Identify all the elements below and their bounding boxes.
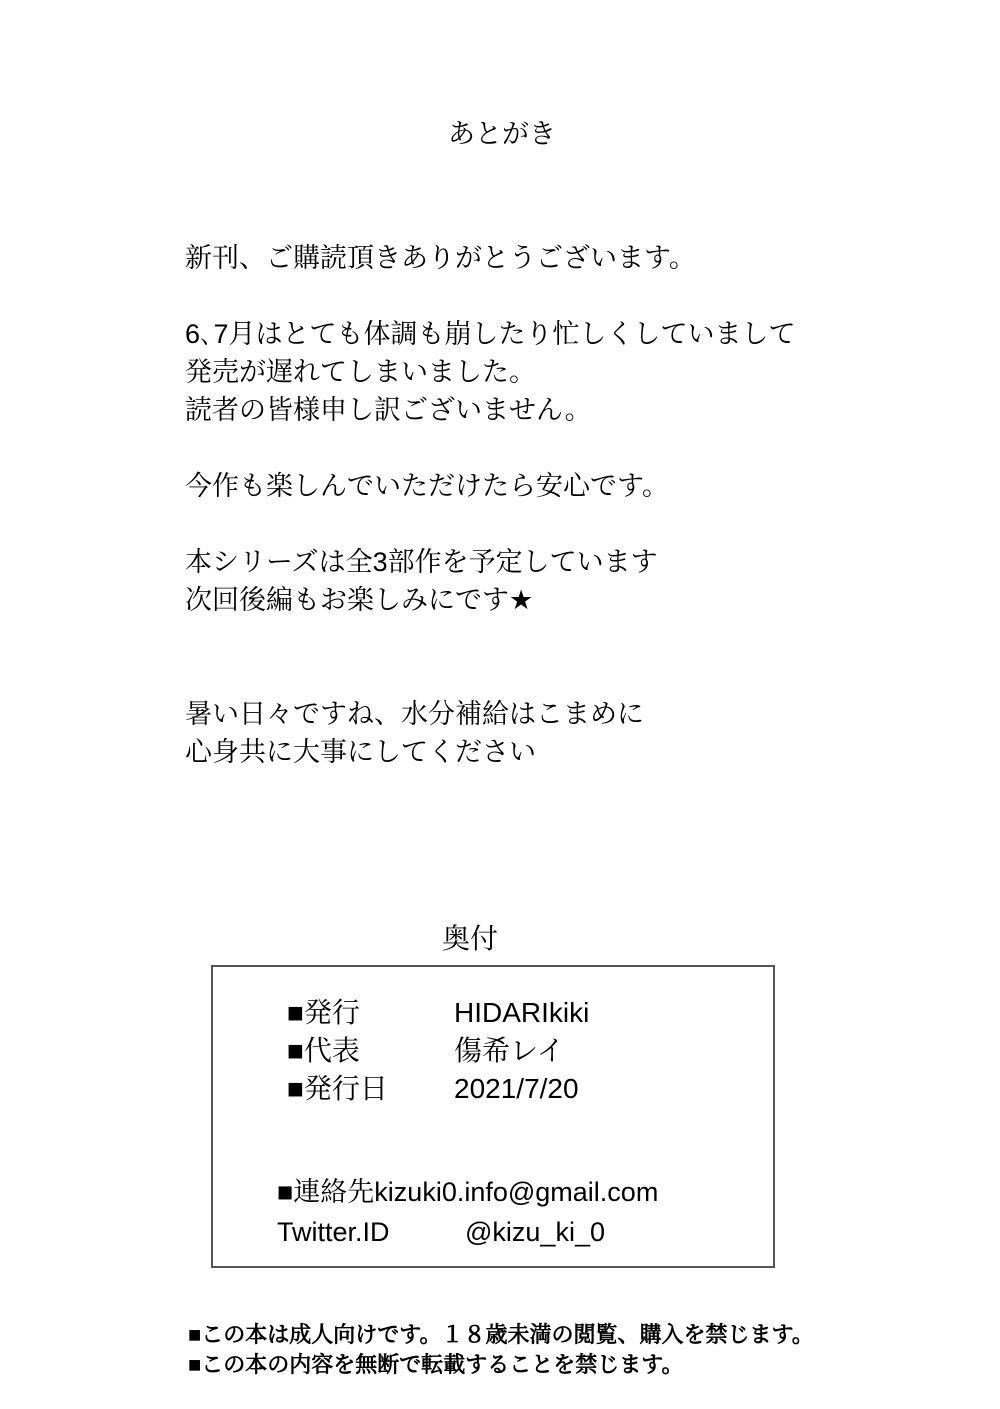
text-line: 次回後編もお楽しみにです★	[185, 585, 534, 615]
text-line: 今作も楽しんでいただけたら安心です。	[185, 471, 669, 501]
paragraph-series-plan	[185, 543, 796, 619]
colophon-rows	[287, 994, 589, 1108]
twitter-id-label: Twitter.ID	[277, 1217, 390, 1247]
twitter-id-value: @kizu_ki_0	[465, 1217, 605, 1247]
representative-label: ■代表	[287, 1035, 360, 1066]
page-title: あとがき	[448, 119, 556, 149]
publisher-value: HIDARIkiki	[454, 997, 590, 1028]
paragraph-delay-apology	[185, 315, 796, 429]
text-line: 6､7月はとても体調も崩したり忙しくしていまして	[185, 319, 796, 349]
paragraph-enjoy	[185, 467, 796, 505]
publish-date-row	[287, 1070, 589, 1108]
twitter-row	[277, 1212, 658, 1252]
publisher-row	[287, 994, 589, 1032]
text-line: 読者の皆様申し訳ございません。	[185, 395, 592, 425]
text-line: 新刊、ご購読頂きありがとうございます。	[185, 243, 696, 273]
publisher-label: ■発行	[287, 997, 360, 1028]
text-line: 心身共に大事にしてください	[185, 737, 536, 767]
text-line: 本シリーズは全3部作を予定しています	[185, 547, 658, 577]
text-line: 発売が遅れてしまいました。	[185, 357, 536, 387]
contact-email: ■連絡先kizuki0.info@gmail.com	[277, 1177, 659, 1207]
colophon-heading: 奥付	[442, 923, 499, 954]
adult-warning-line: ■この本は成人向けです。１８歳未満の閲覧、購入を禁じます。	[188, 1322, 814, 1347]
publish-date-label: ■発行日	[287, 1073, 388, 1104]
no-reproduction-line: ■この本の内容を無断で転載することを禁じます。	[188, 1352, 684, 1377]
afterword-body	[185, 239, 796, 771]
text-line: 暑い日々ですね、水分補給はこまめに	[185, 699, 644, 729]
representative-value: 傷希レイ	[454, 1035, 565, 1066]
paragraph-thanks	[185, 239, 796, 277]
paragraph-health-wishes	[185, 695, 796, 771]
legal-notice	[188, 1320, 814, 1380]
publish-date-value: 2021/7/20	[454, 1073, 579, 1104]
colophon-box	[211, 965, 775, 1268]
representative-row	[287, 1032, 589, 1070]
contact-block	[277, 1172, 658, 1252]
